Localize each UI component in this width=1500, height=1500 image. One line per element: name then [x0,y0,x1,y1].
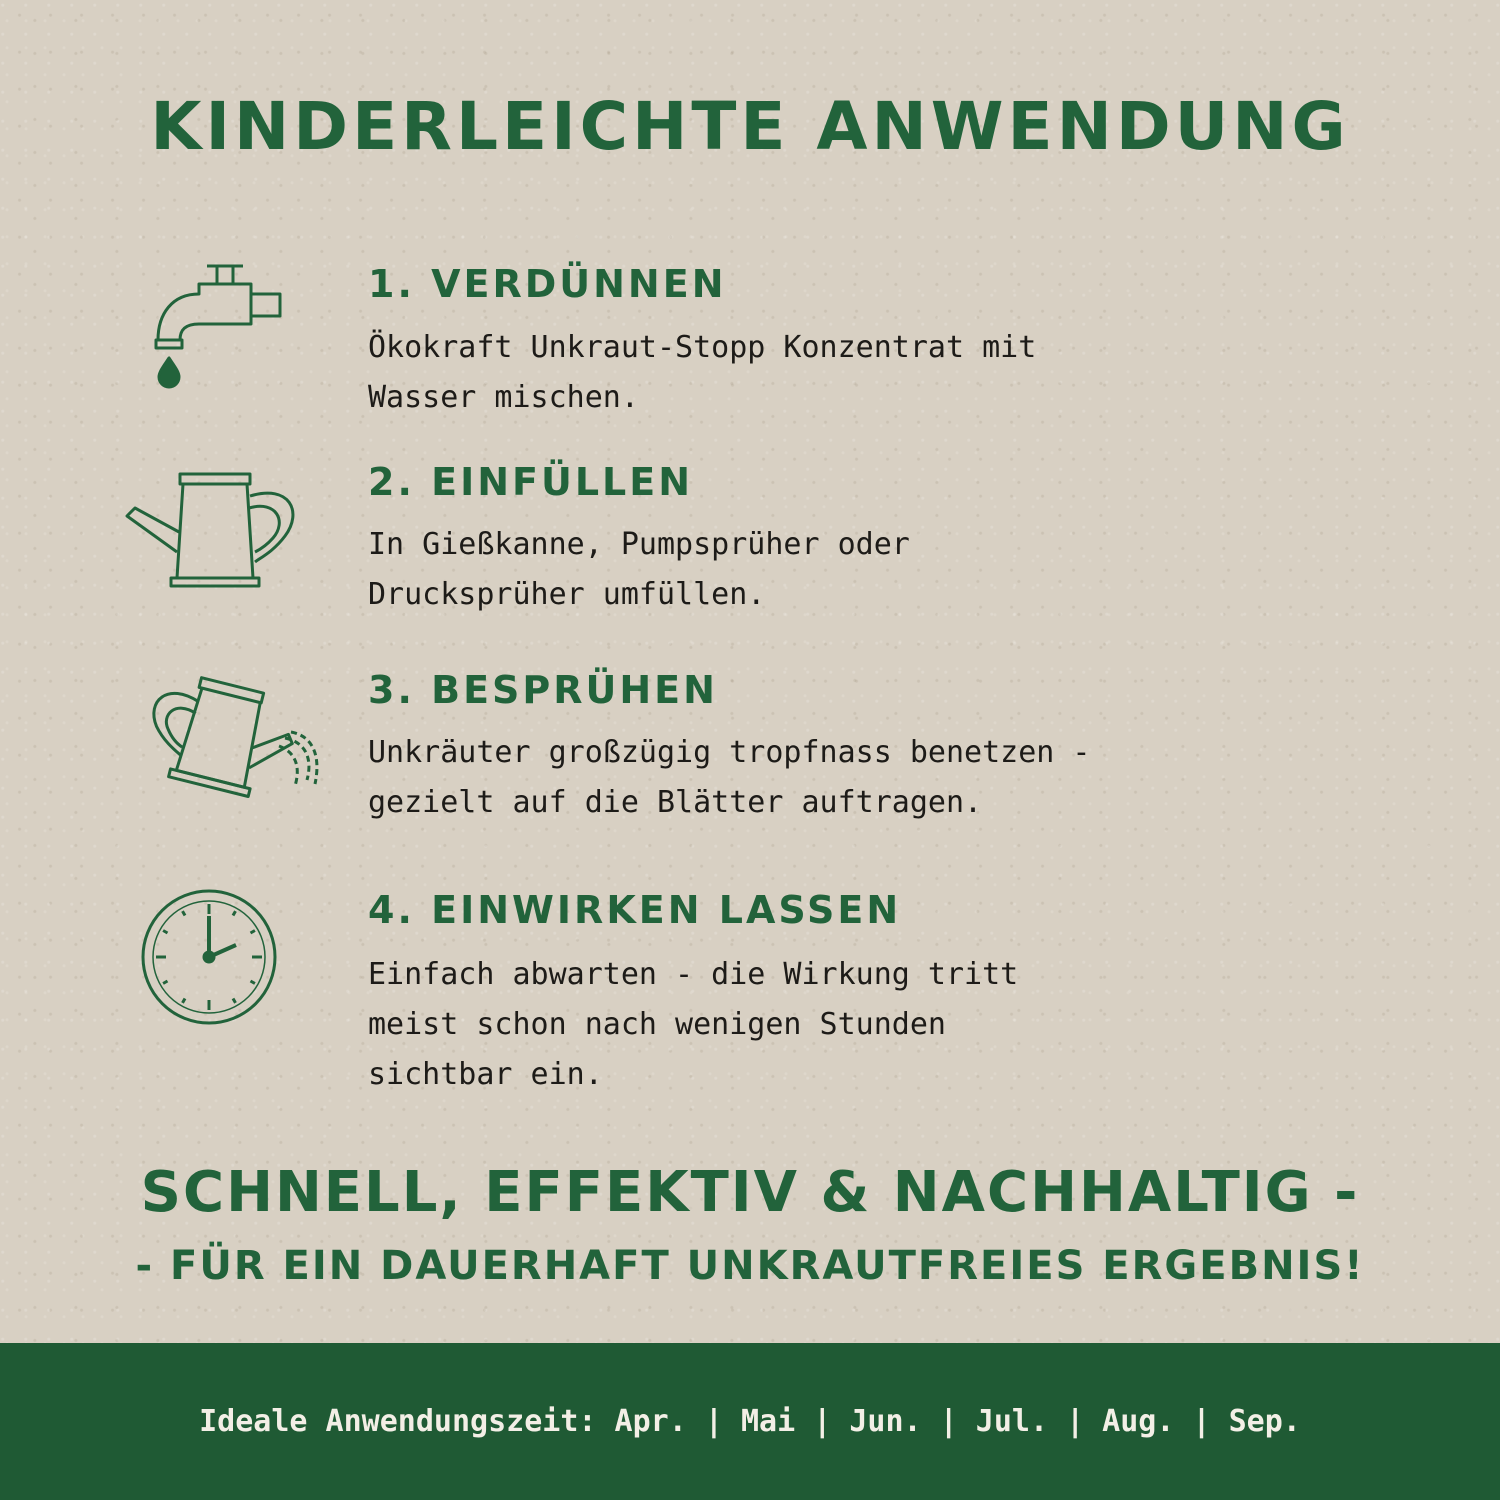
step-1-text: Ökokraft Unkraut-Stopp Konzentrat mit Wasser mischen. [368,330,1037,415]
faucet-icon [150,262,285,396]
watering-can-pouring-icon [135,680,320,809]
step-3-title: 3. BESPRÜHEN [368,668,718,712]
footer-banner [0,1343,1500,1500]
step-3-text: Unkräuter großzügig tropfnass benetzen - gezielt auf die Blätter auftragen. [368,735,1091,820]
watering-can-icon [125,470,300,594]
tagline-primary: SCHNELL, EFFEKTIV & NACHHALTIG - [140,1160,1360,1225]
step-1-title: 1. VERDÜNNEN [368,262,727,306]
tagline-secondary: - FÜR EIN DAUERHAFT UNKRAUTFREIES ERGEBNIS! [135,1243,1365,1289]
step-2-text: In Gießkanne, Pumpsprüher oder Drucksprüher umfüllen. [368,527,910,612]
step-4-text: Einfach abwarten - die Wirkung tritt meist schon nach wenigen Stunden sichtbar ein. [368,957,1019,1092]
page-title: KINDERLEICHTE ANWENDUNG [150,88,1350,165]
step-2-title: 2. EINFÜLLEN [368,460,694,504]
clock-icon [140,888,278,1030]
application-period-text: Ideale Anwendungszeit: Apr. | Mai | Jun. | Jul. | Aug. | Sep. [199,1404,1301,1439]
step-4-title: 4. EINWIRKEN LASSEN [368,888,902,932]
